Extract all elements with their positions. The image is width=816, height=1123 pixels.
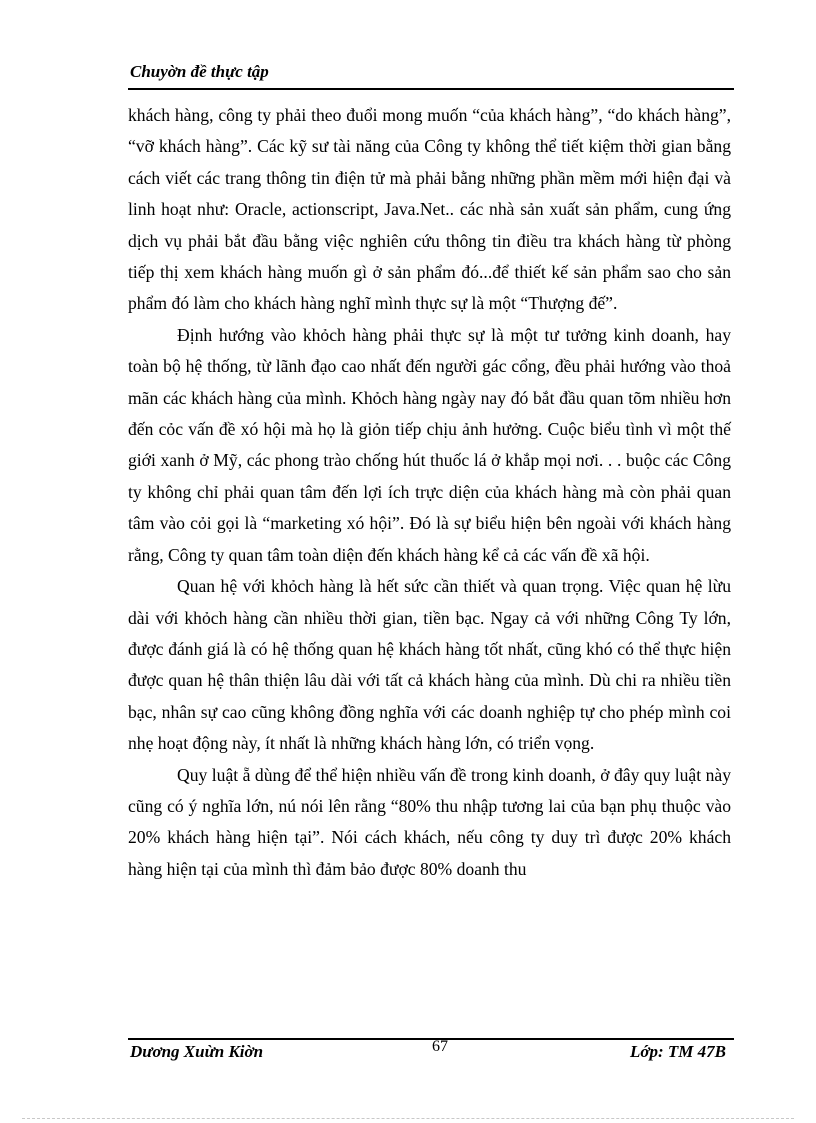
footer-class: Lớp: TM 47B	[629, 1042, 726, 1061]
paragraph-3: Quan hệ với khỏch hàng là hết sức cần thiết và quan trọng. Việc quan hệ lừu dài với khỏch hàng cần nhiều thời gian, tiền bạc. Ngay cả với những Công Ty lớn, được đánh giá là có hệ thống quan hệ khách hàng tốt nhất, cũng khó có thể thực hiện được quan hệ thân thiện lâu dài với tất cả khách hàng của mình. Dù chi ra nhiều tiền bạc, nhân sự cao cũng không đồng nghĩa với các doanh nghiệp tự cho phép mình coi nhẹ hoạt động này, ít nhất là những khách hàng lớn, có triển vọng.	[128, 576, 731, 754]
footer-author: Dương Xuừn Kiờn	[130, 1042, 264, 1061]
paragraph-2: Định hướng vào khỏch hàng phải thực sự là một tư tưởng kinh doanh, hay toàn bộ hệ thống, từ lãnh đạo cao nhất đến người gác cổng, đều phải hướng vào thoả mãn các khách hàng của mình. Khỏch hàng ngày nay đó bắt đầu quan tõm nhiều hơn đến cỏc vấn đề xó hội mà họ là giỏn tiếp chịu ảnh hưởng. Cuộc biểu tình vì một thế giới xanh ở Mỹ, các phong trào chống hút thuốc lá ở khắp mọi nơi. . . buộc các Công ty không chỉ phải quan tâm đến lợi ích trực diện của khách hàng mà còn phải quan tâm vào cỏi gọi là “marketing xó hội”. Đó là sự biểu hiện bên ngoài với khách hàng rằng, Công ty quan tâm toàn diện đến khách hàng kể cả các vấn đề xã hội.	[128, 324, 731, 565]
page-header	[128, 60, 734, 90]
header-title: Chuyờn đề thực tập	[130, 62, 269, 81]
paragraph-4: Quy luật ẵ dùng để thể hiện nhiều vấn đề trong kinh doanh, ở đây quy luật này cũng có ý nghĩa lớn, nú nói lên rằng “80% thu nhập tương lai của bạn phụ thuộc vào 20% khách hàng hiện tại”. Nói cách khách, nếu công ty duy trì được 20% khách hàng hiện tại của mình thì đảm bảo được 80% doanh thu	[128, 764, 731, 879]
page-number: 67	[432, 1038, 448, 1055]
paragraph-1: khách hàng, công ty phải theo đuổi mong muốn “của khách hàng”, “do khách hàng”, “vỡ khách hàng”. Các kỹ sư tài năng của Công ty không thể tiết kiệm thời gian bằng cách viết các trang thông tin điện tử mà phải bằng những phần mềm mới hiện đại và linh hoạt như: Oracle, actionscript, Java.Net.. các nhà sản xuất sản phẩm, cung ứng dịch vụ phải bắt đầu bằng việc nghiên cứu thông tin điều tra khách hàng từ phòng tiếp thị xem khách hàng muốn gì ở sản phẩm đó...để thiết kế sản phẩm sao cho sản phẩm đó làm cho khách hàng nghĩ mình thực sự là một “Thượng đế”.	[128, 105, 731, 314]
page-edge-divider	[22, 1118, 794, 1119]
document-body	[128, 100, 731, 885]
